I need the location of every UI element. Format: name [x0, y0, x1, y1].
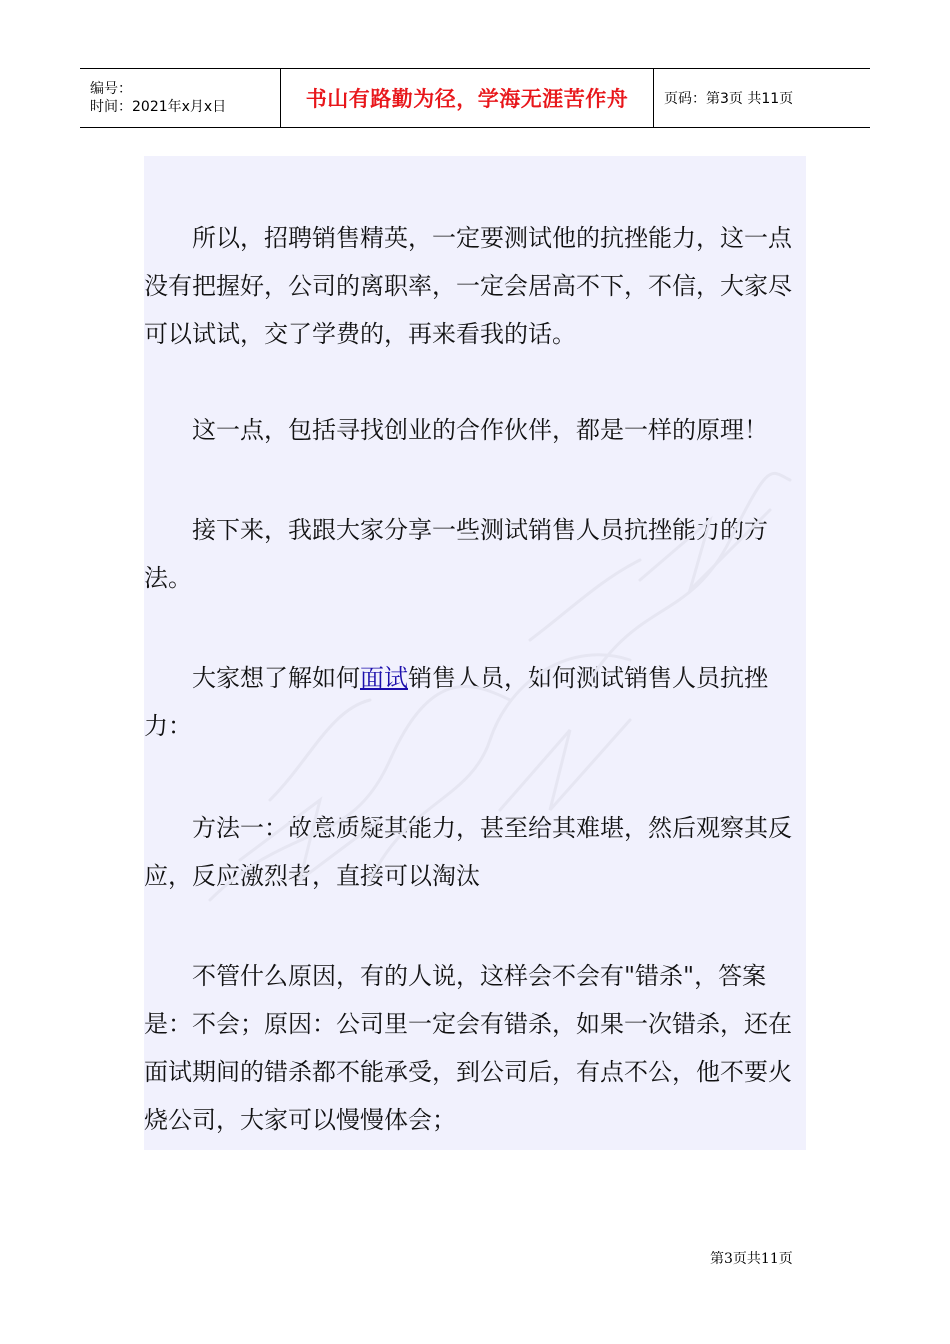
- interview-link[interactable]: 面试: [360, 664, 408, 692]
- paragraph-4-before: 大家想了解如何: [192, 664, 360, 692]
- paragraph-4-after: 销售人员，如何测试销售人员抗挫力：: [144, 664, 768, 740]
- paragraph-1: 所以，招聘销售精英，一定要测试他的抗挫能力，这一点没有把握好，公司的离职率，一定会居高不下，不信，大家尽可以试试，交了学费的，再来看我的话。: [144, 224, 792, 348]
- paragraph-6: 不管什么原因，有的人说，这样会不会有"错杀"，答案是：不会；原因：公司里一定会有错杀，如果一次错杀，还在面试期间的错杀都不能承受，到公司后，有点不公，他不要火烧公司，大家可以慢慢体会；: [144, 962, 792, 1134]
- page-footer: 第3页共11页: [710, 1251, 793, 1267]
- paragraph-3: 接下来，我跟大家分享一些测试销售人员抗挫能力的方法。: [144, 516, 768, 592]
- paragraph-2: 这一点，包括寻找创业的合作伙伴，都是一样的原理！: [192, 416, 768, 444]
- time-label: 时间：2021年x月x日: [90, 99, 227, 115]
- paragraph-5: 方法一：故意质疑其能力，甚至给其难堪，然后观察其反应，反应激烈者，直接可以淘汰: [144, 814, 792, 890]
- header-page-number: 页码：第3页 共11页: [664, 91, 794, 107]
- header-meta: [80, 69, 281, 127]
- content-area: [144, 156, 806, 1150]
- paragraph-4: [144, 654, 806, 750]
- page-header: [80, 68, 870, 128]
- header-motto: 书山有路勤为径，学海无涯苦作舟: [281, 69, 654, 127]
- serial-label: 编号：: [90, 81, 132, 97]
